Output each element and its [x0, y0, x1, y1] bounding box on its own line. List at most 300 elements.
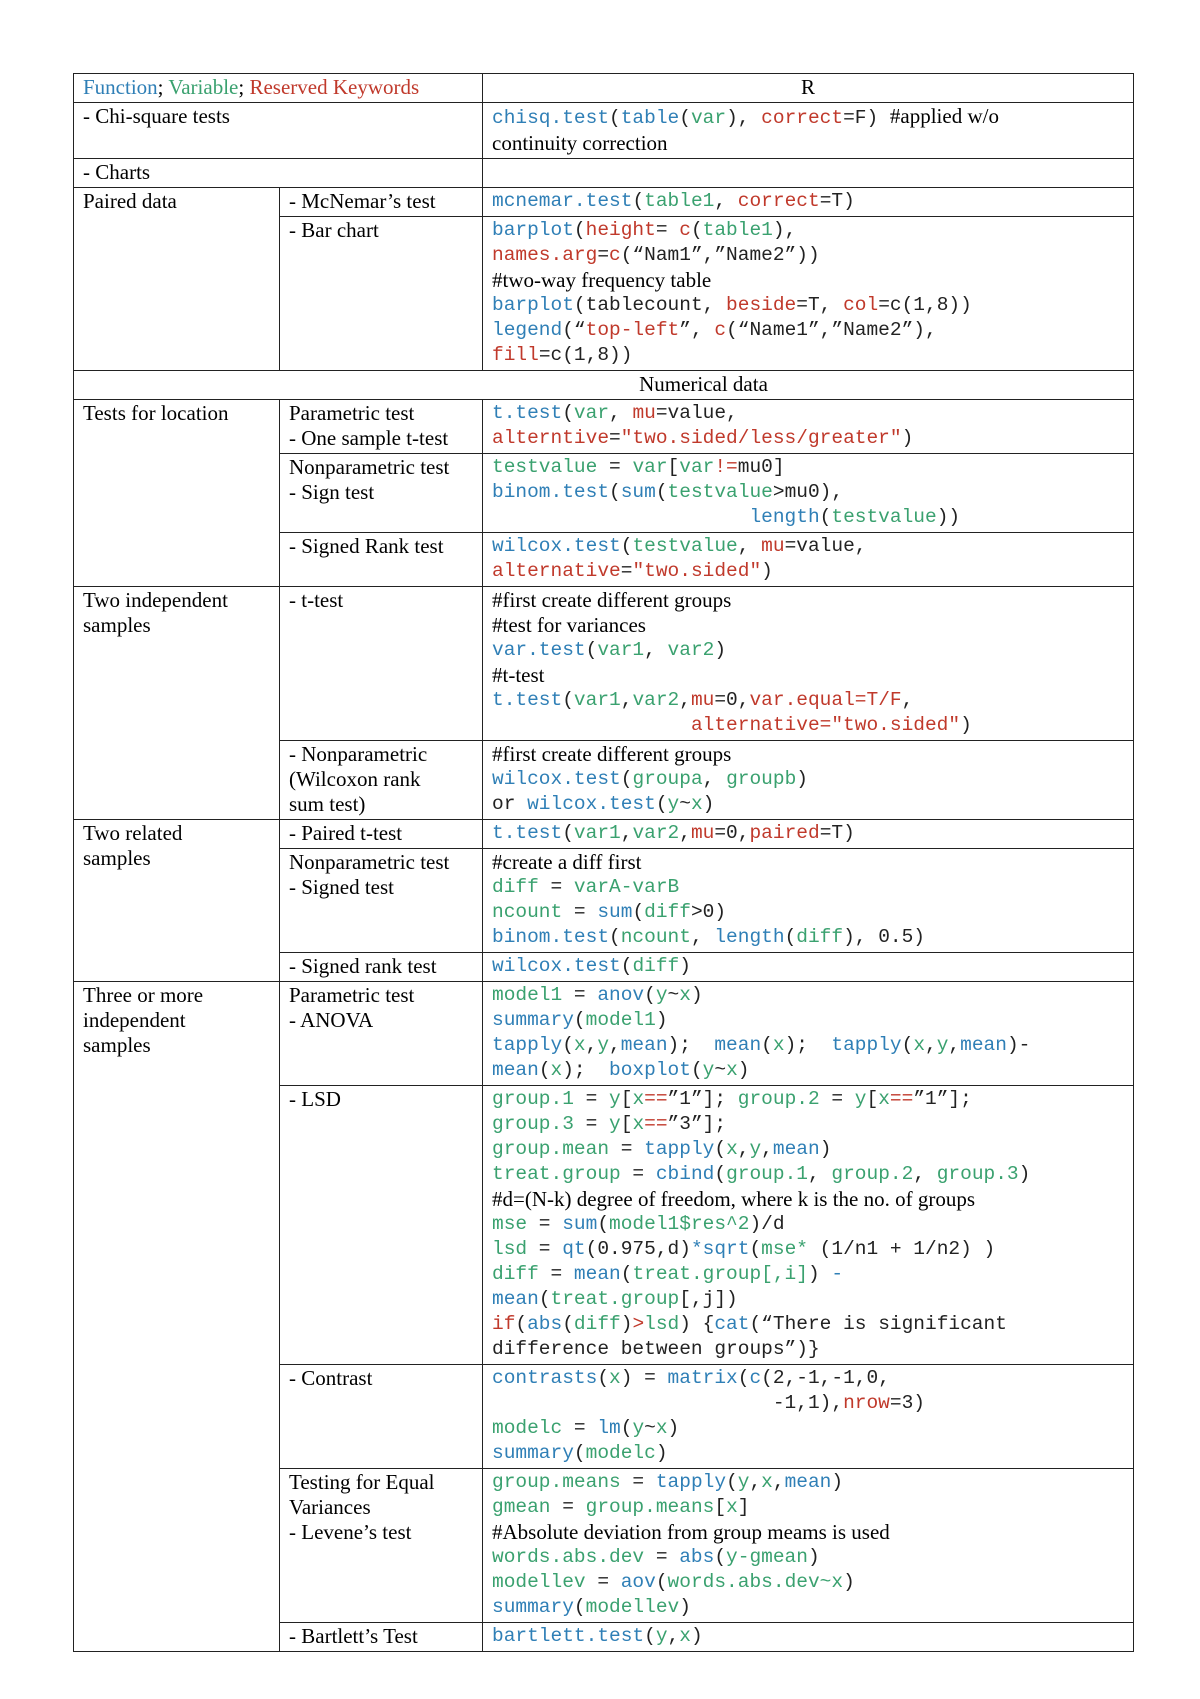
code-cell [483, 188, 1134, 217]
code-token: , [644, 639, 668, 661]
code-cell [483, 1365, 1134, 1469]
code-token: var1 [573, 689, 621, 711]
code-token: boxplot [609, 1059, 691, 1081]
code-token: mean [620, 1034, 668, 1056]
code-token: x [761, 1471, 773, 1493]
code-token: = [620, 1471, 656, 1493]
code-token: ) [1018, 1163, 1031, 1185]
code-token: *sqrt [690, 1238, 750, 1260]
code-token: = [609, 1138, 645, 1160]
group-label-line: samples [83, 1033, 151, 1057]
code-token: = [620, 560, 633, 582]
code-token: ( [573, 1442, 586, 1464]
code-token: modelc [585, 1442, 656, 1464]
code-token: groupa [632, 768, 703, 790]
code-token: - [831, 1263, 844, 1285]
code-token: ( [562, 402, 574, 424]
code-token: ncount [620, 926, 691, 948]
code-token: ) [843, 1571, 855, 1593]
code-token: ( [714, 1546, 727, 1568]
code-token: mcnemar.test [492, 190, 633, 212]
code-token: mean [492, 1059, 539, 1081]
code-comment: #create a diff first [492, 850, 642, 874]
group-label [74, 188, 280, 371]
code-token: , [749, 1471, 762, 1493]
test-name [280, 400, 483, 454]
code-token: ( [538, 1288, 551, 1310]
code-token: c [679, 219, 691, 241]
code-token: summary [492, 1442, 574, 1464]
table-body [74, 74, 1134, 1652]
code-line [492, 218, 1124, 243]
code-line [492, 1391, 1124, 1416]
code-token: mean [784, 1471, 832, 1493]
test-name-line: - Paired t-test [289, 821, 403, 845]
row-label-line: - Charts [83, 160, 151, 184]
code-token: mse [492, 1213, 528, 1235]
code-token: mean [714, 1034, 762, 1056]
code-token: var [632, 456, 668, 478]
code-token: group.3 [936, 1163, 1019, 1185]
code-token: ”1”]; [913, 1088, 972, 1110]
code-token: y [702, 1059, 715, 1081]
code-token: ~ [667, 984, 680, 1006]
code-line [492, 1495, 1124, 1520]
code-line [492, 1366, 1124, 1391]
code-line [492, 534, 1124, 559]
code-comment: #first create different groups [492, 742, 732, 766]
code-token: ( [655, 793, 668, 815]
code-token: ) [960, 714, 972, 736]
code-token: x [655, 1417, 668, 1439]
code-line [492, 1137, 1124, 1162]
code-token: ( [644, 984, 656, 1006]
code-token: alternative [492, 560, 621, 582]
code-token: if [492, 1313, 516, 1335]
code-line [492, 1337, 1124, 1362]
test-name [280, 217, 483, 371]
code-token: c [714, 319, 727, 341]
code-cell [483, 400, 1134, 454]
code-token: y [632, 1417, 645, 1439]
code-token: t.test [492, 402, 563, 424]
code-token: y [655, 1625, 668, 1647]
code-line [492, 638, 1124, 663]
code-token: testvalue [831, 506, 937, 528]
code-token: [ [667, 456, 680, 478]
code-line [492, 1262, 1124, 1287]
code-token: words.abs.dev [492, 1546, 645, 1568]
code-token: x [726, 1059, 738, 1081]
code-token: ] [737, 1496, 750, 1518]
code-token: y [854, 1088, 867, 1110]
code-token: ( [784, 926, 797, 948]
test-name-line: - McNemar’s test [289, 189, 436, 213]
code-token: ”1”]; [667, 1088, 738, 1110]
code-cell [483, 820, 1134, 849]
code-token: ( [609, 107, 621, 129]
code-token: x [679, 984, 691, 1006]
code-token: names.arg [492, 244, 598, 266]
code-token: tapply [831, 1034, 902, 1056]
code-token: group.means [585, 1496, 715, 1518]
code-token: , [772, 1471, 785, 1493]
code-token: -1,1), [492, 1392, 844, 1414]
code-token: [ [620, 1113, 633, 1135]
code-token: wilcox.test [527, 793, 656, 815]
code-cell [483, 982, 1134, 1086]
code-line [492, 426, 1124, 451]
code-token: ( [609, 926, 621, 948]
legend-variable: Variable [168, 75, 239, 99]
code-token: mse* [761, 1238, 808, 1260]
code-line [492, 1087, 1124, 1112]
code-token: ) [901, 427, 914, 449]
test-name-line: - One sample t-test [289, 426, 449, 450]
code-token: = [562, 984, 598, 1006]
code-token: x [772, 1034, 785, 1056]
test-name-line: - t-test [289, 588, 344, 612]
code-token: , [690, 926, 715, 948]
code-token: ) [831, 1471, 844, 1493]
code-token: = [538, 1263, 574, 1285]
legend-keywords: Reserved Keywords [249, 75, 420, 99]
group-label-line: Tests for location [83, 401, 229, 425]
code-token: mean [492, 1288, 539, 1310]
code-token: = [527, 1238, 563, 1260]
code-cell [483, 454, 1134, 533]
test-name [280, 1623, 483, 1652]
code-comment: continuity correction [492, 131, 668, 155]
code-token: mu [761, 535, 785, 557]
test-name-line: Variances [289, 1495, 371, 1519]
code-token: or [492, 793, 528, 815]
code-token: nrow [843, 1392, 890, 1414]
code-line [492, 559, 1124, 584]
test-name-line: Nonparametric test [289, 850, 450, 874]
code-token: var [690, 107, 727, 129]
code-token: ) [620, 1313, 633, 1335]
code-line [492, 1112, 1124, 1137]
code-line [492, 713, 1124, 738]
code-token: ( [573, 219, 586, 241]
code-token: var1 [597, 639, 645, 661]
code-token: , [761, 1138, 773, 1160]
code-token: y [655, 984, 668, 1006]
code-token: height [585, 219, 656, 241]
code-token: (“Name1”,”Name2”), [726, 319, 937, 341]
code-token: [ [620, 1088, 633, 1110]
code-token: = [527, 1213, 563, 1235]
code-token: mu [690, 822, 715, 844]
row-label-line: - Chi-square tests [83, 104, 230, 128]
code-token: ( [562, 822, 574, 844]
code-token: testvalue [667, 481, 773, 503]
code-token: x [726, 1138, 738, 1160]
test-name [280, 454, 483, 533]
code-token: diff [644, 901, 691, 923]
code-token: var [573, 402, 610, 424]
code-token: , [714, 190, 738, 212]
test-name [280, 982, 483, 1086]
code-line [492, 455, 1124, 480]
code-token: ) [807, 1263, 832, 1285]
test-name-line: Nonparametric test [289, 455, 450, 479]
code-token: y [609, 1113, 621, 1135]
code-token: mean [772, 1138, 820, 1160]
code-token: modellev [585, 1596, 680, 1618]
code-line [492, 792, 1124, 817]
code-cell [483, 533, 1134, 587]
code-token: ( [679, 107, 691, 129]
code-token [492, 506, 749, 528]
code-token: y [749, 1138, 762, 1160]
code-line [492, 1441, 1124, 1466]
code-token: ( [597, 1367, 610, 1389]
code-token: ( [515, 1313, 528, 1335]
test-name [280, 1086, 483, 1365]
group-label [74, 587, 280, 820]
code-token: , [609, 1034, 621, 1056]
table-row [74, 400, 1134, 454]
code-token: ( [620, 768, 633, 790]
code-token: ( [573, 1009, 586, 1031]
code-token: =value, [784, 535, 867, 557]
code-token: x [609, 1367, 621, 1389]
code-token: = [609, 427, 621, 449]
table-row [74, 188, 1134, 217]
code-token: ) [761, 560, 773, 582]
code-token: var2 [667, 639, 715, 661]
code-token: y [609, 1088, 621, 1110]
code-token: summary [492, 1596, 574, 1618]
code-token: paired [749, 822, 820, 844]
code-token: group.1 [726, 1163, 808, 1185]
code-token: >mu0), [772, 481, 844, 503]
code-token: ( [714, 1138, 727, 1160]
code-token: ( [690, 219, 703, 241]
code-token: ) [679, 1596, 691, 1618]
code-token: ( [585, 639, 598, 661]
code-token: ) [819, 1138, 832, 1160]
test-name [280, 1469, 483, 1623]
code-token: )/d [749, 1213, 785, 1235]
code-token: table1 [644, 190, 715, 212]
code-token: = [573, 1113, 610, 1135]
code-token: x [632, 1088, 645, 1110]
code-token: > [632, 1313, 645, 1335]
code-token: difference between groups”)} [492, 1338, 820, 1360]
code-token: group.means [492, 1471, 621, 1493]
code-token: =3) [889, 1392, 925, 1414]
code-token: ( [620, 1263, 633, 1285]
code-token: "two.sided" [632, 560, 762, 582]
code-token: gmean [492, 1496, 551, 1518]
group-label-line: Two independent [83, 588, 228, 612]
row-label [74, 103, 483, 159]
code-token: , [679, 822, 691, 844]
code-token: ( [901, 1034, 914, 1056]
code-token: ) [655, 1442, 668, 1464]
code-token: groupb [726, 768, 797, 790]
code-token: length [749, 506, 820, 528]
code-token: , [667, 1625, 680, 1647]
code-line [492, 1312, 1124, 1337]
group-label [74, 982, 280, 1652]
code-line [492, 1545, 1124, 1570]
code-token: ( [597, 1213, 610, 1235]
code-token: table1 [702, 219, 773, 241]
code-token: mean [573, 1263, 621, 1285]
test-name-line: sum test) [289, 792, 366, 816]
code-line [492, 925, 1124, 950]
code-token: barplot [492, 294, 574, 316]
code-token: t.test [492, 822, 563, 844]
code-token: anov [597, 984, 645, 1006]
code-token: x [632, 1113, 645, 1135]
code-token: var2 [632, 822, 680, 844]
code-line [492, 767, 1124, 792]
code-token: ( [655, 1571, 668, 1593]
code-token: ) [690, 1625, 703, 1647]
code-token: =value, [655, 402, 738, 424]
code-token: col [843, 294, 879, 316]
code-token: (“Nam1”,”Name2”)) [620, 244, 820, 266]
code-token: model1 [585, 1009, 656, 1031]
code-line [492, 189, 1124, 214]
table-row [74, 159, 1134, 188]
code-token: binom.test [492, 926, 610, 948]
code-cell [483, 587, 1134, 741]
code-token: var [679, 456, 715, 478]
code-token: testvalue [632, 535, 738, 557]
code-token: =F) [843, 107, 890, 129]
code-token: ( [562, 1034, 574, 1056]
code-token: , [737, 535, 762, 557]
code-cell [483, 741, 1134, 820]
code-token: ( [644, 1625, 656, 1647]
code-token: == [644, 1113, 668, 1135]
code-token: ) = [620, 1367, 668, 1389]
code-token: != [714, 456, 738, 478]
code-token: ( [538, 1059, 551, 1081]
code-token: c [609, 244, 621, 266]
code-token: mu [632, 402, 656, 424]
document-page [73, 73, 1133, 1652]
test-name [280, 820, 483, 849]
test-name-line: - Contrast [289, 1366, 373, 1390]
code-token: ( [749, 1238, 762, 1260]
code-cell [483, 1469, 1134, 1623]
code-token: var.equal=T/F [749, 689, 902, 711]
code-token: [ [866, 1088, 879, 1110]
code-token: [ [714, 1496, 727, 1518]
code-token: top-left [585, 319, 680, 341]
code-token: ), [772, 219, 797, 241]
legend-function: Function [83, 75, 158, 99]
code-comment: #first create different groups [492, 588, 732, 612]
code-token: , [679, 689, 691, 711]
test-name-line: Testing for Equal [289, 1470, 435, 1494]
code-token: beside [726, 294, 797, 316]
code-token: qt [562, 1238, 586, 1260]
code-token: )) [936, 506, 961, 528]
code-comment: #Absolute deviation from group meams is used [492, 1520, 890, 1544]
code-token: (2,-1,-1,0, [761, 1367, 890, 1389]
test-name-line: - Signed Rank test [289, 534, 444, 558]
code-token: ( [655, 481, 668, 503]
r-reference-table [73, 73, 1134, 1652]
code-line [492, 983, 1124, 1008]
code-token: cbind [655, 1163, 715, 1185]
code-token: = [620, 1163, 656, 1185]
code-token: , [925, 1034, 937, 1056]
code-token: (“There is significant [749, 1313, 1007, 1335]
code-token: ), [726, 107, 762, 129]
code-line [492, 900, 1124, 925]
code-token: ( [726, 1471, 738, 1493]
code-token: var.test [492, 639, 586, 661]
code-token: =T) [819, 190, 855, 212]
code-line [492, 1595, 1124, 1620]
section-heading: Numerical data [74, 371, 1134, 400]
code-token: testvalue [492, 456, 598, 478]
code-line [492, 1416, 1124, 1441]
code-token: group.2 [737, 1088, 820, 1110]
code-token: = [819, 1088, 855, 1110]
code-token: mean [960, 1034, 1007, 1056]
legend-cell [74, 74, 483, 103]
code-token: ”3”]; [667, 1113, 727, 1135]
code-token: abs [527, 1313, 563, 1335]
code-token: mu [690, 689, 715, 711]
code-line [492, 243, 1124, 268]
code-token: contrasts [492, 1367, 598, 1389]
code-token: ( [819, 506, 832, 528]
code-line [492, 821, 1124, 846]
code-token: , [901, 689, 914, 711]
code-token: correct [761, 107, 844, 129]
test-name [280, 849, 483, 953]
code-token: tapply [644, 1138, 715, 1160]
code-token: = [585, 1571, 621, 1593]
code-token: model1$res^2 [609, 1213, 750, 1235]
test-name-line: Parametric test [289, 401, 415, 425]
code-token: y [597, 1034, 610, 1056]
code-token: tapply [492, 1034, 563, 1056]
code-token: diff [573, 1313, 621, 1335]
code-token: ) { [679, 1313, 715, 1335]
code-token: treat.group [550, 1288, 680, 1310]
code-line [492, 343, 1124, 368]
test-name [280, 953, 483, 982]
code-token: ( [620, 535, 633, 557]
code-token: diff [492, 876, 539, 898]
code-token: ~ [714, 1059, 727, 1081]
code-token: y-gmean [726, 1546, 808, 1568]
code-token: , [620, 822, 633, 844]
code-token: ); [784, 1034, 832, 1056]
code-cell [483, 1086, 1134, 1365]
code-token: table [620, 107, 680, 129]
group-label-line: independent [83, 1008, 186, 1032]
code-token: ~ [679, 793, 691, 815]
code-token: varA-varB [573, 876, 680, 898]
code-token: correct [737, 190, 820, 212]
test-name-line: (Wilcoxon rank [289, 767, 421, 791]
code-token: diff [632, 955, 680, 977]
code-token [492, 714, 691, 736]
